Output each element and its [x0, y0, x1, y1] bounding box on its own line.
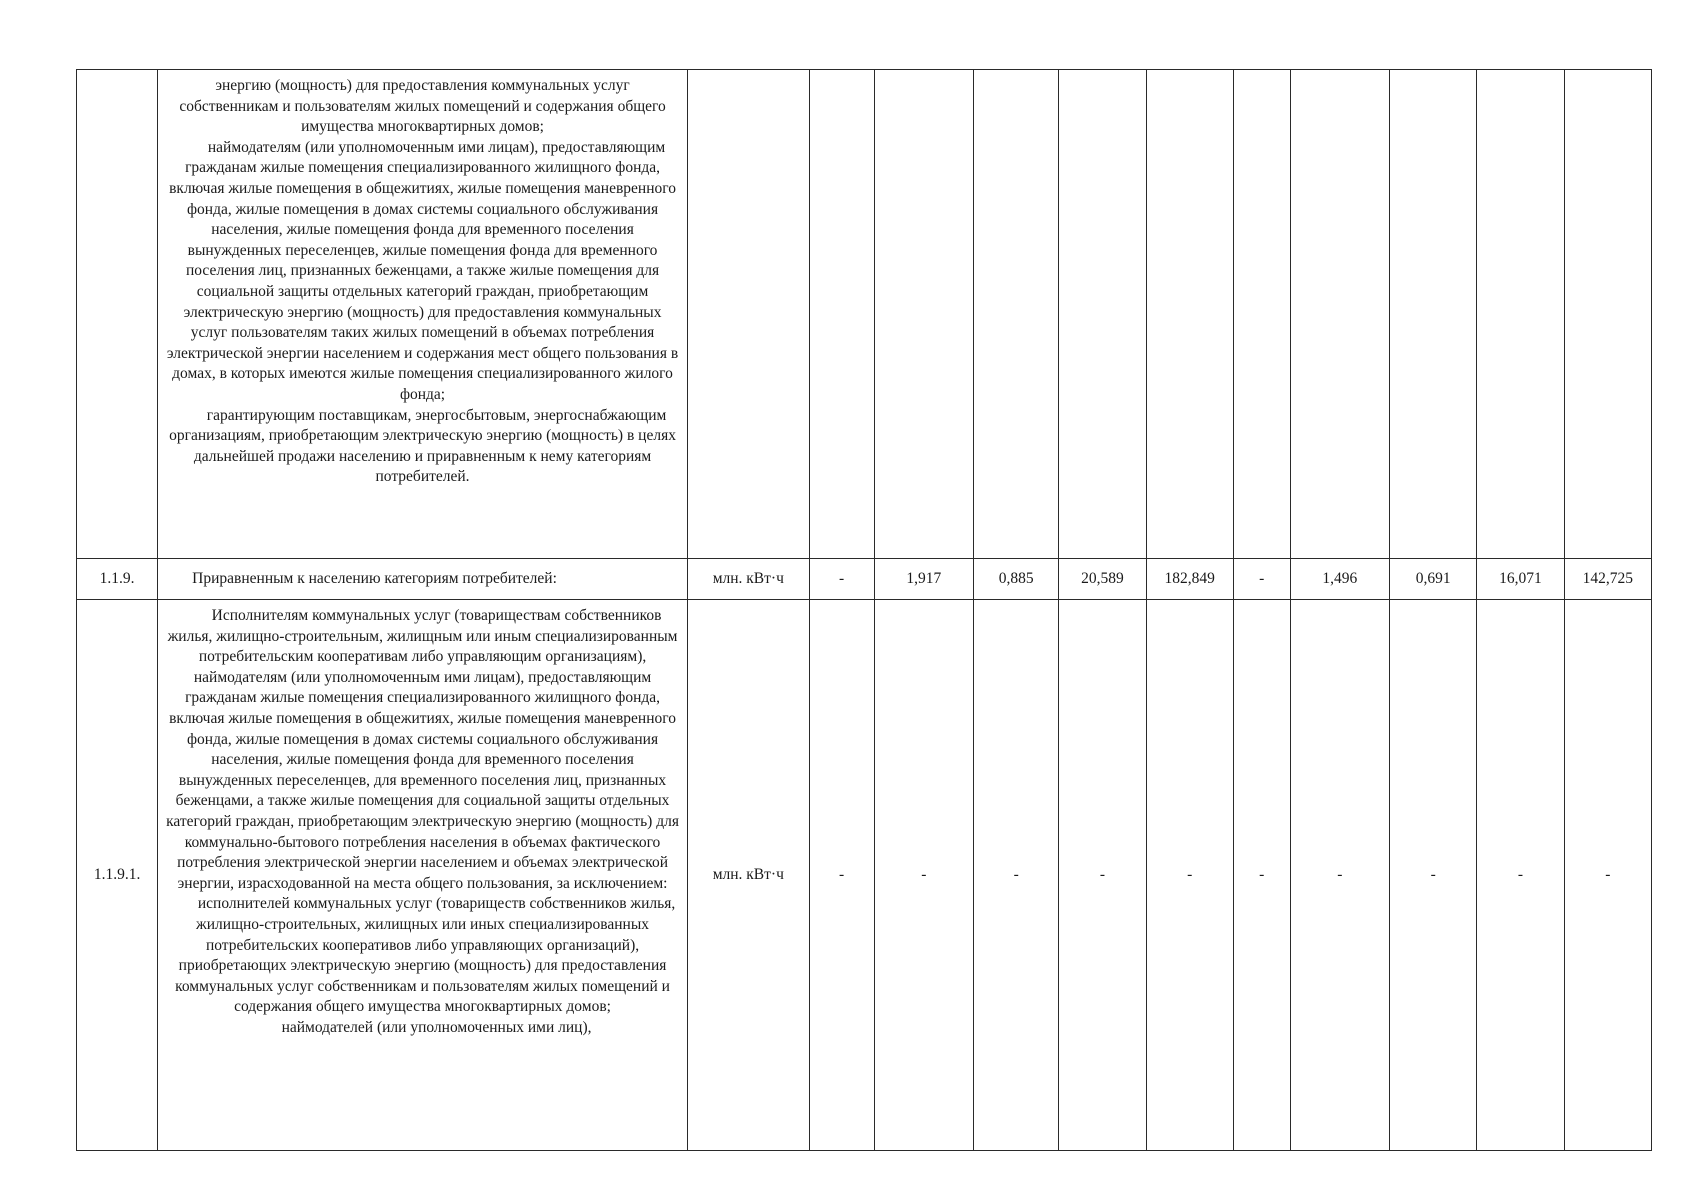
description-paragraph: энергию (мощность) для предоставления коммунальных услуг собственникам и пользователям жилых помещений и содержания общего имущества многоквартирных домов; [179, 77, 666, 136]
value-cell [809, 70, 874, 559]
row-description [158, 70, 688, 559]
value-cell [1390, 70, 1477, 559]
table-row [77, 70, 1652, 559]
value-cell: - [1390, 600, 1477, 1151]
row-unit: млн. кВт·ч [687, 559, 809, 600]
description-paragraph: Исполнителям коммунальных услуг (товариществам собственников жилья, жилищно-строительным, жилищным или иным специализированным потребительским кооперативам либо управляющим организациям), наймодателям (или уполномоченным ими лицам), предоставляющим гражданам жилые помещения специализированного жилищного фонда, включая жилые помещения в общежитиях, жилые помещения маневренного фонда, жилые помещения в домах системы социального обслуживания населения, жилые помещения фонда для временного поселения вынужденных переселенцев, для временного поселения лиц, признанных беженцами, а также жилые помещения для социальной защиты отдельных категорий граждан, приобретающим электрическую энергию (мощность) для коммунально-бытового потребления населения в объемах фактического потребления электрической энергии населением и объемах электрической энергии, израсходованной на места общего пользования, за исключением: [166, 607, 679, 892]
description-paragraph: наймодателям (или уполномоченным ими лицам), предоставляющим гражданам жилые помещения специализированного жилищного фонда, включая жилые помещения в общежитиях, жилые помещения маневренного фонда, жилые помещения в домах системы социального обслуживания населения, жилые помещения фонда для временного поселения вынужденных переселенцев, жилые помещения фонда для временного поселения лиц, признанных беженцами, а также жилые помещения для социальной защиты отдельных категорий граждан, приобретающим электрическую энергию (мощность) для предоставления коммунальных услуг пользователям таких жилых помещений в объемах потребления электрической энергии населением и содержания мест общего пользования в домах, в которых имеются жилые помещения специализированного жилого фонда; [166, 138, 679, 403]
value-cell [1290, 70, 1389, 559]
row-description: Приравненным к населению категориям потребителей: [158, 559, 688, 600]
description-paragraph: гарантирующим поставщикам, энергосбытовым, энергоснабжающим организациям, приобретающим электрическую энергию (мощность) в целях дальнейшей продажи населению и приравненным к нему категориям потребителей. [169, 406, 676, 486]
description-paragraph: исполнителей коммунальных услуг (товариществ собственников жилья, жилищно-строительных, жилищных или иных специализированных потребительских кооперативов либо управляющих организаций), приобретающих электрическую энергию (мощность) для предоставления коммунальных услуг собственникам и пользователям жилых помещений и содержания общего имущества многоквартирных домов; [175, 895, 676, 1016]
value-cell: 16,071 [1477, 559, 1564, 600]
value-cell: - [1059, 600, 1146, 1151]
row-code [77, 70, 158, 559]
value-cell [1059, 70, 1146, 559]
value-cell [974, 70, 1059, 559]
row-code: 1.1.9. [77, 559, 158, 600]
value-cell: - [974, 600, 1059, 1151]
value-cell [1146, 70, 1233, 559]
value-cell: - [1564, 600, 1651, 1151]
value-cell: - [874, 600, 973, 1151]
row-description [158, 600, 688, 1151]
row-unit [687, 70, 809, 559]
value-cell: 1,496 [1290, 559, 1389, 600]
value-cell [1477, 70, 1564, 559]
tariff-volume-table [76, 69, 1652, 1151]
row-code: 1.1.9.1. [77, 600, 158, 1151]
value-cell: 1,917 [874, 559, 973, 600]
value-cell: - [809, 600, 874, 1151]
value-cell [1233, 70, 1290, 559]
table-row [77, 600, 1652, 1151]
value-cell: 20,589 [1059, 559, 1146, 600]
value-cell: 0,885 [974, 559, 1059, 600]
value-cell: - [1290, 600, 1389, 1151]
value-cell: - [1233, 600, 1290, 1151]
table-row [77, 559, 1652, 600]
value-cell: - [1146, 600, 1233, 1151]
row-unit: млн. кВт·ч [687, 600, 809, 1151]
value-cell [1564, 70, 1651, 559]
value-cell: - [809, 559, 874, 600]
value-cell: - [1477, 600, 1564, 1151]
value-cell: 182,849 [1146, 559, 1233, 600]
value-cell: 0,691 [1390, 559, 1477, 600]
description-paragraph: наймодателей (или уполномоченных ими лиц), [281, 1018, 592, 1036]
value-cell: 142,725 [1564, 559, 1651, 600]
value-cell [874, 70, 973, 559]
value-cell: - [1233, 559, 1290, 600]
